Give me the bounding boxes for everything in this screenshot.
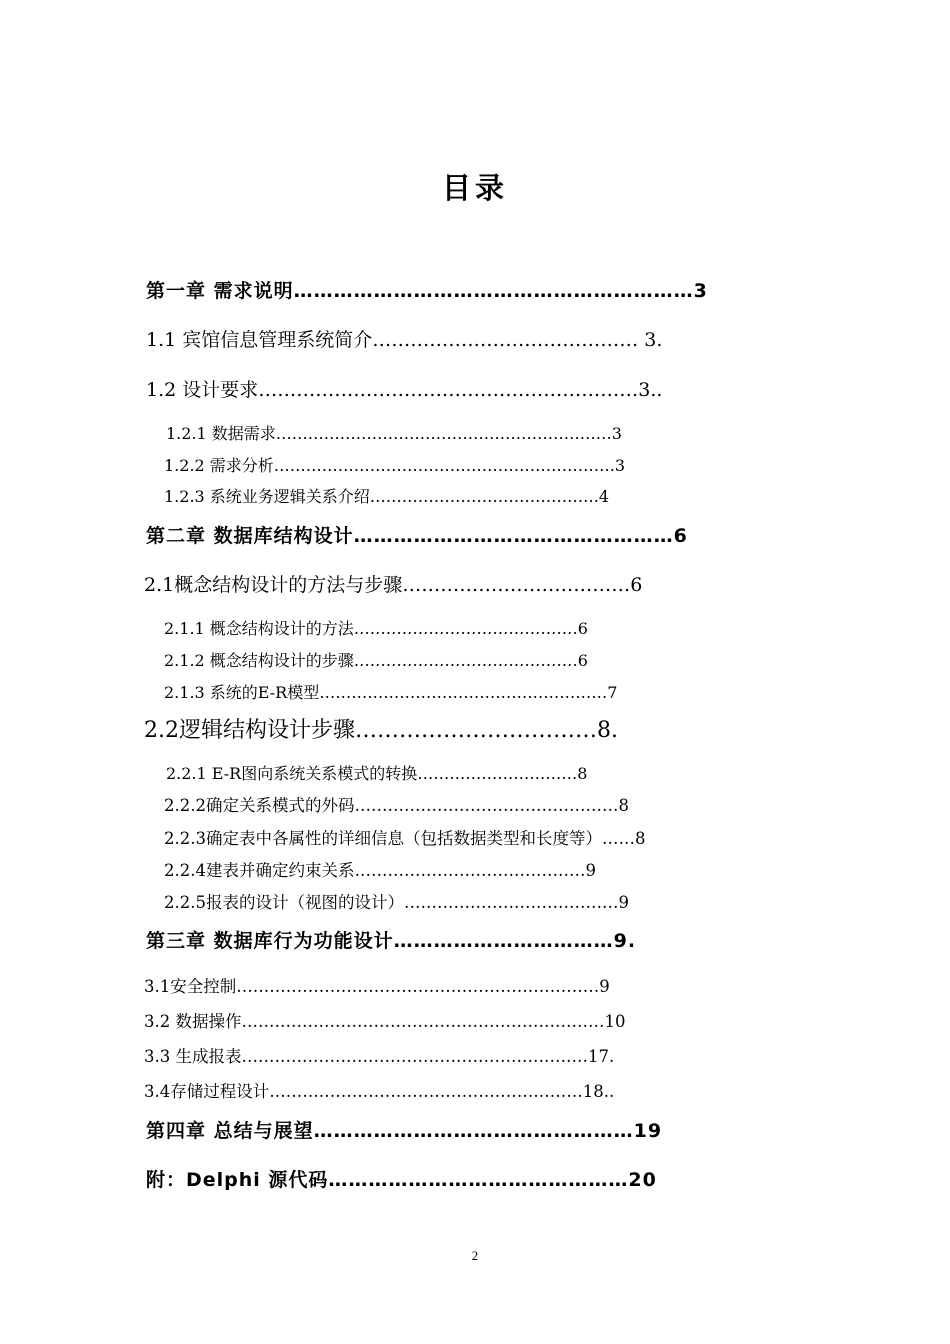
toc-entry-chapter-1[interactable]: 第一章 需求说明……………………………………………………3 [146,280,708,302]
toc-entry-chapter-2[interactable]: 第二章 数据库结构设计…………………………………………6 [146,525,688,547]
toc-entry-2-2-4[interactable]: 2.2.4建表并确定约束关系……………………………………9 [164,861,596,880]
toc-entry-1-2-2[interactable]: 1.2.2 需求分析……………………………………………………….3 [164,456,626,475]
toc-entry-1-2-1[interactable]: 1.2.1 数据需求………………………………………………………3 [166,424,622,443]
toc-entry-1-2-3[interactable]: 1.2.3 系统业务逻辑关系介绍…………………………………….4 [164,487,610,506]
toc-entry-2-1-1[interactable]: 2.1.1 概念结构设计的方法……………………………………6 [164,619,588,638]
toc-entry-2-1-2[interactable]: 2.1.2 概念结构设计的步骤……………………………………6 [164,651,588,670]
page-number: 2 [471,1248,479,1263]
toc-entry-2-2-5[interactable]: 2.2.5报表的设计（视图的设计）…………………………………9 [164,893,629,912]
toc-entry-2-2-2[interactable]: 2.2.2确定关系模式的外码…………………………………………8 [164,796,629,815]
toc-entry-2-2-1[interactable]: 2.2.1 E-R图向系统关系模式的转换…………………………8 [166,764,588,783]
toc-entry-3-1[interactable]: 3.1安全控制…………………………………………………………9 [144,977,610,996]
toc-entry-2-2[interactable]: 2.2逻辑结构设计步骤……………………………8. [144,718,618,743]
toc-entry-3-4[interactable]: 3.4存储过程设计…………………………………………………18.. [144,1082,615,1101]
toc-entry-1-1[interactable]: 1.1 宾馆信息管理系统简介…………………………………… 3. [146,329,663,351]
toc-entry-1-2[interactable]: 1.2 设计要求……………………………………………………3.. [146,379,663,401]
toc-entry-3-2[interactable]: 3.2 数据操作…………………………………………………………10 [144,1012,626,1031]
toc-entry-chapter-4[interactable]: 第四章 总结与展望…………………………………………19 [146,1120,663,1142]
toc-entry-2-1[interactable]: 2.1概念结构设计的方法与步骤………………………………6 [144,574,643,596]
toc-entry-2-1-3[interactable]: 2.1.3 系统的E-R模型………………………………………………7 [164,683,618,702]
toc-entry-2-2-3[interactable]: 2.2.3确定表中各属性的详细信息（包括数据类型和长度等）……8 [164,829,646,848]
toc-entry-appendix[interactable]: 附：Delphi 源代码………………………………………20 [146,1169,657,1191]
toc-entry-chapter-3[interactable]: 第三章 数据库行为功能设计……………………………9. [146,930,637,952]
toc-title: 目录 [441,171,508,205]
toc-entry-3-3[interactable]: 3.3 生成报表………………………………………………………17. [144,1047,615,1066]
